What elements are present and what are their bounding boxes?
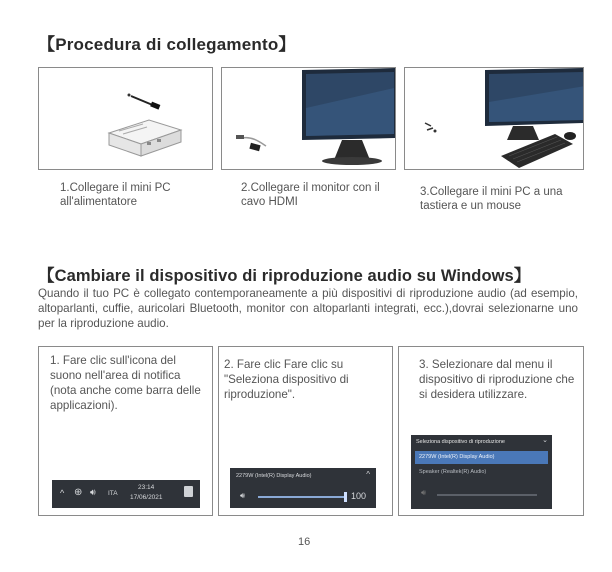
notification-icon[interactable] (184, 486, 193, 497)
chevron-down-icon[interactable]: ⌄ (542, 437, 548, 444)
taskbar (52, 480, 200, 508)
device-option-label: Speaker (Realtek(R) Audio) (419, 469, 487, 475)
audio-step-1-text: 1. Fare clic sull'icona del suono nell'area di notifica (nota anche come barra delle applicazioni). (50, 354, 201, 412)
volume-popup (230, 468, 376, 508)
device-menu-header: Seleziona dispositivo di riproduzione (416, 439, 505, 445)
step-image-monitor (221, 67, 396, 170)
speaker-icon[interactable]: 🔊︎ (90, 487, 96, 497)
volume-device-label[interactable]: 2279W (Intel(R) Display Audio) (236, 473, 312, 479)
volume-slider-thumb[interactable] (344, 492, 347, 502)
volume-slider[interactable] (258, 496, 346, 498)
clock-time[interactable]: 23:14 (138, 484, 155, 491)
chevron-up-icon[interactable]: ^ (366, 470, 370, 479)
mini-pc-power-illustration (39, 68, 213, 170)
monitor-hdmi-illustration (222, 68, 396, 170)
step-caption-1: 1.Collegare il mini PC all'alimentatore (60, 182, 171, 208)
network-icon[interactable]: ⊕ (74, 487, 83, 498)
audio-step-2-text: 2. Fare clic Fare clic su "Seleziona dispositivo di riproduzione". (224, 358, 349, 401)
step-image-keyboard (404, 67, 584, 170)
language-indicator[interactable]: ITA (108, 490, 118, 497)
section-title-audio: 【Cambiare il dispositivo di riproduzione audio su Windows】 (38, 267, 531, 285)
audio-step-3 (398, 346, 584, 516)
step-image-power (38, 67, 213, 170)
page-number: 16 (298, 536, 311, 548)
speaker-icon[interactable]: 🔊︎ (240, 491, 246, 500)
device-option-selected[interactable] (415, 451, 548, 464)
audio-step-1 (38, 346, 213, 516)
audio-step-3-text: 3. Selezionare dal menu il dispositivo di riproduzione che si desidera utilizzare. (419, 358, 575, 401)
chevron-up-icon[interactable]: ^ (60, 488, 65, 498)
keyboard-mouse-illustration (405, 68, 584, 170)
volume-slider-disabled (437, 494, 537, 496)
audio-step-2 (218, 346, 393, 516)
step-caption-2: 2.Collegare il monitor con il cavo HDMI (241, 182, 380, 208)
speaker-icon: 🔊︎ (421, 488, 427, 497)
device-option[interactable] (415, 467, 548, 479)
step-caption-3: 3.Collegare il mini PC a una tastiera e un mouse (420, 186, 563, 212)
volume-value: 100 (350, 491, 366, 501)
clock-date[interactable]: 17/06/2021 (130, 494, 163, 501)
audio-intro-paragraph: Quando il tuo PC è collegato contemporaneamente a più dispositivi di riproduzione audio (ad esempio, altoparlanti, cuffie, auricolari Bluetooth, monitor con altoparlanti integrati, ecc.),dovrai selezionarne uno per la riproduzione audio. (38, 287, 578, 330)
device-option-label: 2279W (Intel(R) Display Audio) (419, 454, 495, 460)
device-menu (411, 435, 552, 509)
section-title-connection: 【Procedura di collegamento】 (38, 35, 296, 54)
